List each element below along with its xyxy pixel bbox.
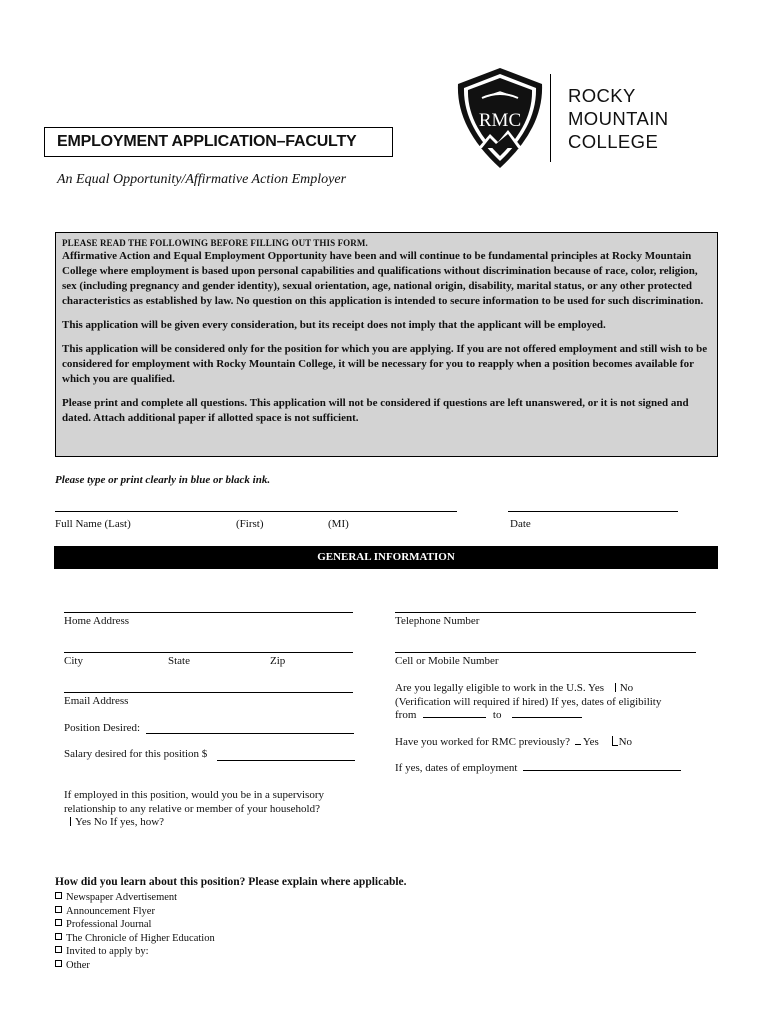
form-title: EMPLOYMENT APPLICATION–FACULTY [44, 127, 393, 157]
label-zip: Zip [270, 655, 286, 667]
rmc-previous-text: Have you worked for RMC previously? [395, 736, 571, 748]
rmc-no-checkbox[interactable] [612, 736, 618, 746]
position-desired-field[interactable] [146, 733, 354, 734]
dates-employment-field[interactable] [523, 770, 681, 771]
label-city: City [64, 655, 83, 667]
college-name-line1: ROCKY [568, 85, 636, 106]
label-salary: Salary desired for this position $ [64, 748, 208, 760]
label-state: State [168, 655, 190, 667]
label-middle-initial: (MI) [328, 518, 349, 530]
source-option[interactable] [55, 891, 215, 905]
notice-box [55, 232, 718, 457]
source-option[interactable] [55, 932, 215, 946]
label-first-name: (First) [236, 518, 264, 530]
label-telephone: Telephone Number [395, 615, 480, 627]
source-option-label: Other [66, 959, 90, 971]
rmc-yes-label: Yes [582, 736, 599, 748]
college-name [568, 84, 669, 153]
eligibility-no-label: No [619, 682, 634, 694]
source-option[interactable] [55, 905, 215, 919]
supervisory-question [64, 789, 324, 830]
label-to: to [492, 709, 502, 721]
checkbox-icon [55, 892, 62, 899]
source-option[interactable] [55, 945, 215, 959]
label-position-desired: Position Desired: [64, 722, 141, 734]
supervisory-question-line1: If employed in this position, would you be in a supervisory [64, 789, 324, 801]
logo-divider [550, 74, 551, 162]
eligibility-question [395, 682, 715, 723]
notice-paragraph-2: This application will be given every consideration, but its receipt does not imply that the applicant will be employed. [62, 319, 606, 331]
college-name-line2: MOUNTAIN [568, 108, 669, 129]
source-question: How did you learn about this position? Please explain where applicable. [55, 876, 407, 888]
college-name-line3: COLLEGE [568, 131, 659, 152]
source-options-list [55, 891, 215, 972]
supervisory-question-line2: relationship to any relative or member of your household? [64, 802, 320, 815]
date-field[interactable] [508, 511, 678, 512]
checkbox-icon [55, 960, 62, 967]
city-state-zip-field[interactable] [64, 652, 353, 653]
full-name-field[interactable] [55, 511, 457, 512]
source-option-label: Newspaper Advertisement [66, 892, 178, 903]
supervisory-options [64, 816, 324, 830]
rmc-shield-icon [452, 66, 548, 170]
label-cell-phone: Cell or Mobile Number [395, 655, 499, 667]
label-date: Date [510, 518, 531, 530]
rmc-previous-question [395, 736, 632, 748]
notice-paragraph-1: Affirmative Action and Equal Employment Opportunity have been and will continue to be fundamental principles at Rocky Mountain College where employment is based upon personal capabilities and qualifications without discrimination because of race, color, religion, sex (including pregnancy and gender identity), sexual orientation, age, national origin, disability, marital status, or any other protected characteristics as established by law. No question on this application is intended to secure information to be used for such discrimination. [62, 250, 704, 307]
home-address-field[interactable] [64, 612, 353, 613]
eligibility-from-field[interactable] [423, 717, 486, 718]
source-option-label: The Chronicle of Higher Education [66, 932, 215, 944]
section-general-information: GENERAL INFORMATION [54, 546, 718, 569]
rmc-no-label: No [618, 736, 633, 748]
eligibility-verification-text: (Verification will required if hired) If yes, dates of eligibility [395, 695, 662, 708]
source-option[interactable] [55, 959, 215, 973]
dates-employment-question [395, 762, 681, 774]
telephone-field[interactable] [395, 612, 696, 613]
supervisory-checkbox[interactable] [70, 817, 73, 826]
college-logo [452, 66, 548, 175]
label-dates-employment: If yes, dates of employment [395, 762, 518, 774]
source-option-label: Professional Journal [66, 919, 152, 930]
salary-field[interactable] [217, 760, 355, 761]
checkbox-icon [55, 906, 62, 913]
checkbox-icon [55, 933, 62, 940]
label-last-name: Full Name (Last) [55, 518, 131, 530]
eligibility-question-text: Are you legally eligible to work in the U.S. Yes [395, 682, 604, 694]
eligibility-no-checkbox[interactable] [615, 683, 618, 692]
source-option-label: Invited to apply by: [66, 946, 149, 957]
source-option[interactable] [55, 918, 215, 932]
subtitle: An Equal Opportunity/Affirmative Action Employer [57, 172, 347, 187]
checkbox-icon [55, 946, 62, 953]
checkbox-icon [55, 919, 62, 926]
cell-phone-field[interactable] [395, 652, 696, 653]
notice-paragraph-4: Please print and complete all questions. This application will not be considered if questions are left unanswered, or it is not signed and dated. Attach additional paper if allotted space is not sufficient. [62, 397, 689, 424]
notice-paragraph-3: This application will be considered only for the position for which you are applying. If you are not offered employment and still wish to be considered for employment with Rocky Mountain College, it will be necessary for you to reapply when a position becomes available for which you are qualified. [62, 343, 708, 385]
label-home-address: Home Address [64, 615, 130, 627]
supervisory-options-text: Yes No If yes, how? [75, 816, 165, 828]
eligibility-to-field[interactable] [512, 717, 582, 718]
source-option-label: Announcement Flyer [66, 905, 155, 917]
label-from: from [395, 709, 417, 721]
logo-monogram: RMC [478, 110, 522, 131]
rmc-yes-checkbox[interactable] [575, 744, 581, 745]
label-email: Email Address [64, 695, 129, 707]
ink-instruction: Please type or print clearly in blue or black ink. [55, 474, 271, 486]
notice-heading: PLEASE READ THE FOLLOWING BEFORE FILLING OUT THIS FORM. [62, 238, 368, 248]
email-field[interactable] [64, 692, 353, 693]
